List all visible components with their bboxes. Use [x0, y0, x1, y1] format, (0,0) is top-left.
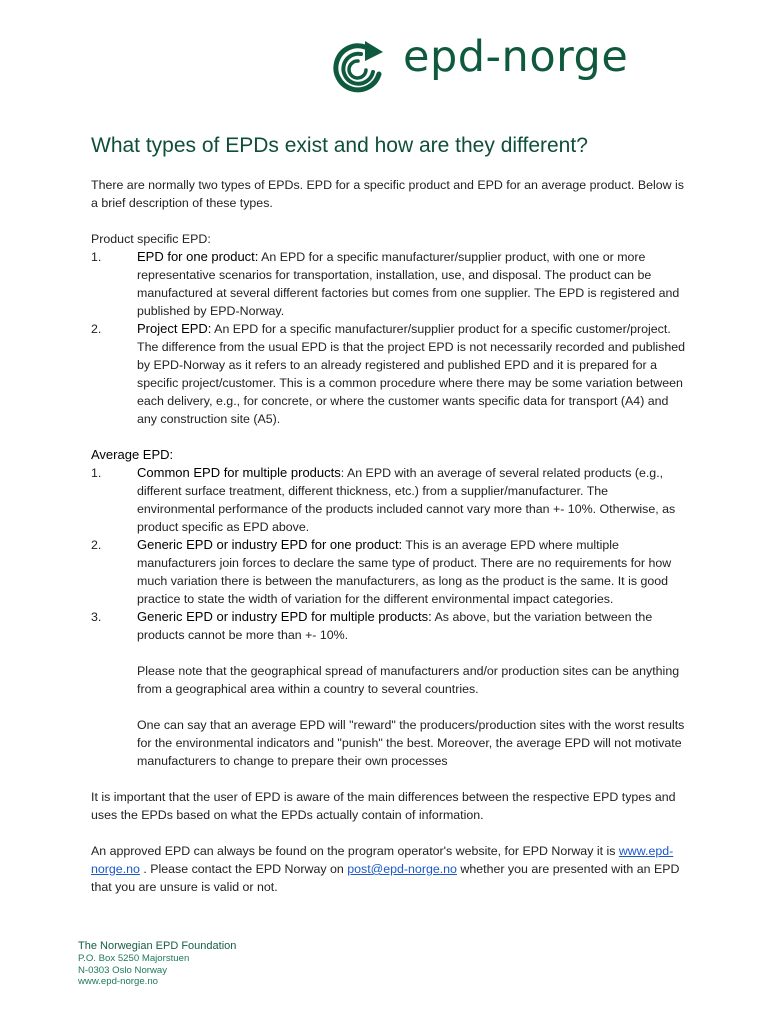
- email-link[interactable]: post@epd-norge.no: [347, 862, 457, 876]
- document-body: [91, 176, 686, 896]
- geography-note: Please note that the geographical spread of manufacturers and/or production sites can be anything from a geographical area within a country to several countries.: [137, 664, 680, 696]
- item-text: As above, but the variation between the products cannot be more than +- 10%.: [137, 610, 653, 642]
- average-list: [91, 464, 686, 644]
- intro-paragraph: There are normally two types of EPDs. EPD for a specific product and EPD for an average product. Below is a brief description of these types.: [91, 178, 684, 210]
- footer-address-line-2: N-0303 Oslo Norway: [78, 964, 168, 976]
- footer-website: www.epd-norge.no: [78, 976, 158, 988]
- page-title: What types of EPDs exist and how are they different?: [91, 134, 588, 157]
- website-link[interactable]: www.epd-norge.no: [91, 844, 674, 876]
- item-text: An EPD for a specific manufacturer/supplier product, with one or more representative scenarios for transportation, installation, use, and disposal. The product can be manufactured at several different factories but comes from one supplier. The EPD is registered and published by EPD-Norway.: [137, 250, 680, 318]
- reward-note: One can say that an average EPD will "reward" the producers/production sites with the worst results for the environmental indicators and "punish" the best. Moreover, the average EPD will not motivate manufacturers to change to prepare their own processes: [137, 718, 685, 768]
- brand-name: epd-norge: [403, 32, 629, 82]
- list-item: 2. Generic EPD or industry EPD for one product: This is an average EPD where multiple manufacturers join forces to declare the same type of product. There are no requirements for how much variation there is between the manufacturers, as long as the product is the same. It is good practice to state the width of variation for the different environmental impact categories.: [91, 537, 672, 606]
- list-item: 2. Project EPD: An EPD for a specific manufacturer/supplier product for a specific customer/project. The difference from the usual EPD is that the project EPD is not necessarily recorded and published by EPD-Norway as it refers to an already registered and published EPD and it is prepared for a specific project/customer. This is a common procedure where there may be some variation between each delivery, e.g., for concrete, or where the customer wants specific data for transport (A4) and any construction site (A5).: [91, 321, 686, 426]
- footer-address-line-1: P.O. Box 5250 Majorstuen: [78, 953, 190, 964]
- product-specific-list: [91, 248, 686, 428]
- footer: [78, 940, 236, 988]
- item-text: An EPD for a specific manufacturer/supplier product for a specific customer/project. The difference from the usual EPD is that the project EPD is not necessarily recorded and published by EPD-Norway as it refers to an already registered and published EPD and it is prepared for a specific project/customer. This is a common procedure where there may be some variation between each delivery, e.g., for concrete, or where the customer wants specific data for transport (A4) and any construction site (A5).: [137, 322, 686, 426]
- item-text: This is an average EPD where multiple manufacturers join forces to declare the same type of product. There are no requirements for how much variation there is between the manufacturers, as long as the product is the same. It is good practice to state the width of variation for the different environmental impact categories.: [137, 538, 672, 606]
- important-paragraph: It is important that the user of EPD is aware of the main differences between the respective EPD types and uses the EPDs based on what the EPDs actually contain of information.: [91, 790, 676, 822]
- approved-paragraph: An approved EPD can always be found on the program operator's website, for EPD Norway it is www.epd-norge.no . Please contact the EPD Norway on post@epd-norge.no whether you are presented with an EPD that you are unsure is valid or not.: [91, 844, 680, 894]
- footer-org: The Norwegian EPD Foundation: [78, 940, 237, 952]
- average-heading: Average EPD:: [91, 447, 174, 462]
- item-term: EPD for one product:: [137, 249, 259, 264]
- list-item: 1. EPD for one product: An EPD for a specific manufacturer/supplier product, with one or more representative scenarios for transportation, installation, use, and disposal. The product can be manufactured at several different factories but comes from one supplier. The EPD is registered and published by EPD-Norway.: [91, 249, 680, 318]
- swirl-logo-icon: [331, 40, 387, 98]
- list-item: 1. Common EPD for multiple products: An EPD with an average of several related products (e.g., different surface treatment, different thickness, etc.) from a supplier/manufacturer. The environmental performance of the products included cannot vary more than +- 10%. Otherwise, as product specific as EPD above.: [91, 465, 676, 534]
- item-text: : An EPD with an average of several related products (e.g., different surface treatment, different thickness, etc.) from a supplier/manufacturer. The environmental performance of the products included cannot vary more than +- 10%. Otherwise, as product specific as EPD above.: [137, 466, 676, 534]
- item-term: Common EPD for multiple products: [137, 465, 341, 480]
- item-term: Project EPD:: [137, 321, 212, 336]
- list-item: 3. Generic EPD or industry EPD for multiple products: As above, but the variation between the products cannot be more than +- 10%.: [91, 609, 653, 642]
- product-specific-heading: Product specific EPD:: [91, 232, 211, 246]
- epd-norge-logo: [331, 32, 681, 98]
- item-term: Generic EPD or industry EPD for one product:: [137, 537, 403, 552]
- item-term: Generic EPD or industry EPD for multiple products:: [137, 609, 432, 624]
